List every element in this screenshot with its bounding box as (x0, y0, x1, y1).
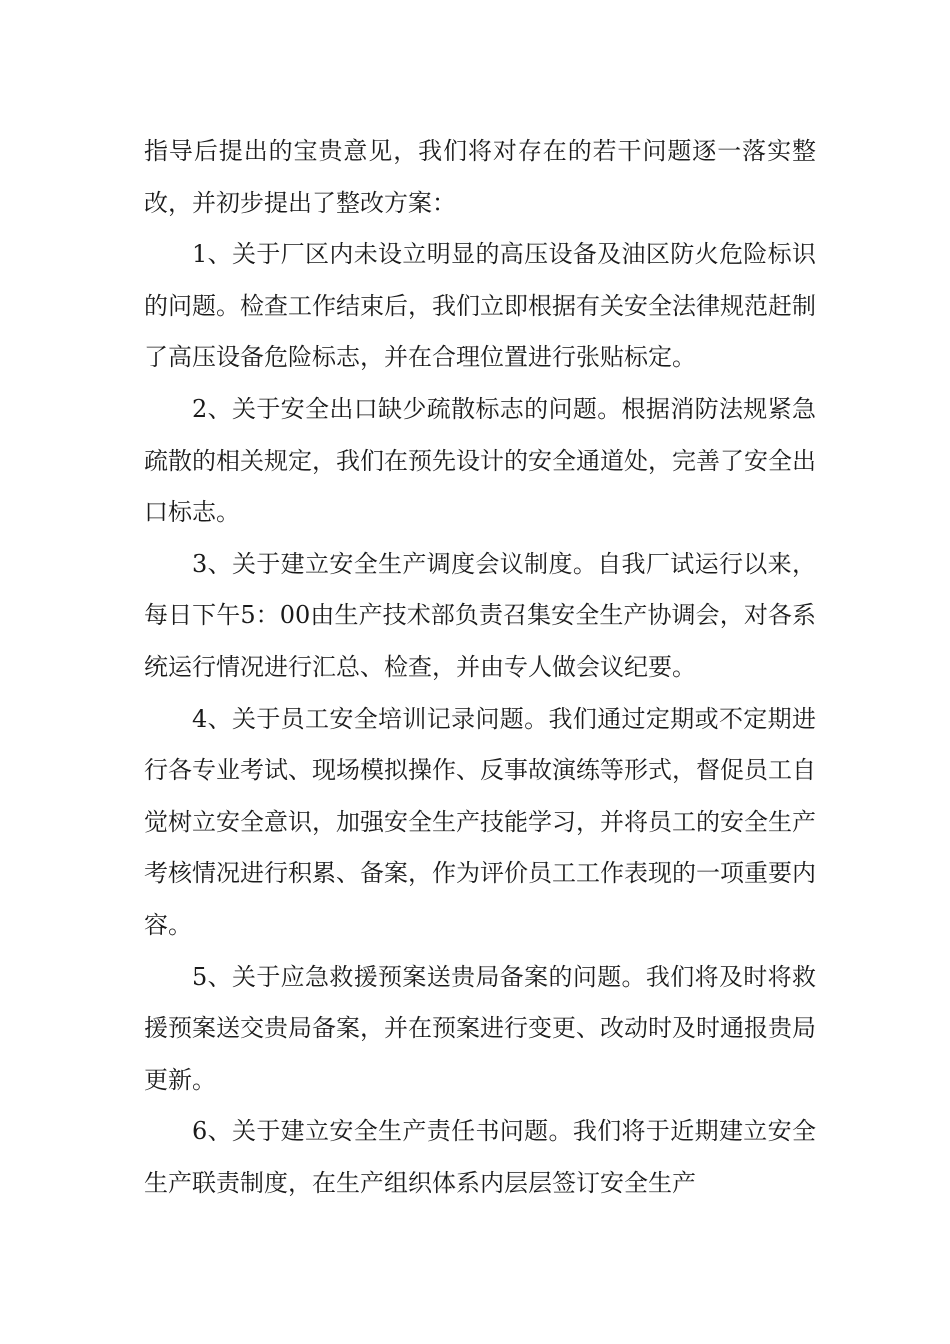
paragraph-item-3: 3、关于建立安全生产调度会议制度。自我厂试运行以来，每日下午5：00由生产技术部负责召集安全生产协调会，对各系统运行情况进行汇总、检查，并由专人做会议纪要。 (144, 549, 816, 681)
paragraph-item-1: 1、关于厂区内未设立明显的高压设备及油区防火危险标识的问题。检查工作结束后，我们立即根据有关安全法律规范赶制了高压设备危险标志，并在合理位置进行张贴标定。 (144, 240, 816, 372)
paragraph-item-6: 6、关于建立安全生产责任书问题。我们将于近期建立安全生产联责制度，在生产组织体系内层层签订安全生产 (144, 1117, 816, 1197)
paragraph-intro: 指导后提出的宝贵意见，我们将对存在的若干问题逐一落实整改，并初步提出了整改方案： (144, 137, 816, 217)
paragraph-item-4: 4、关于员工安全培训记录问题。我们通过定期或不定期进行各专业考试、现场模拟操作、反事故演练等形式，督促员工自觉树立安全意识，加强安全生产技能学习，并将员工的安全生产考核情况进行积累、备案，作为评价员工工作表现的一项重要内容。 (144, 704, 816, 939)
paragraph-item-2: 2、关于安全出口缺少疏散标志的问题。根据消防法规紧急疏散的相关规定，我们在预先设计的安全通道处，完善了安全出口标志。 (144, 394, 816, 527)
paragraph-item-5: 5、关于应急救援预案送贵局备案的问题。我们将及时将救援预案送交贵局备案，并在预案进行变更、改动时及时通报贵局更新。 (144, 962, 816, 1094)
document-body (144, 126, 816, 1209)
